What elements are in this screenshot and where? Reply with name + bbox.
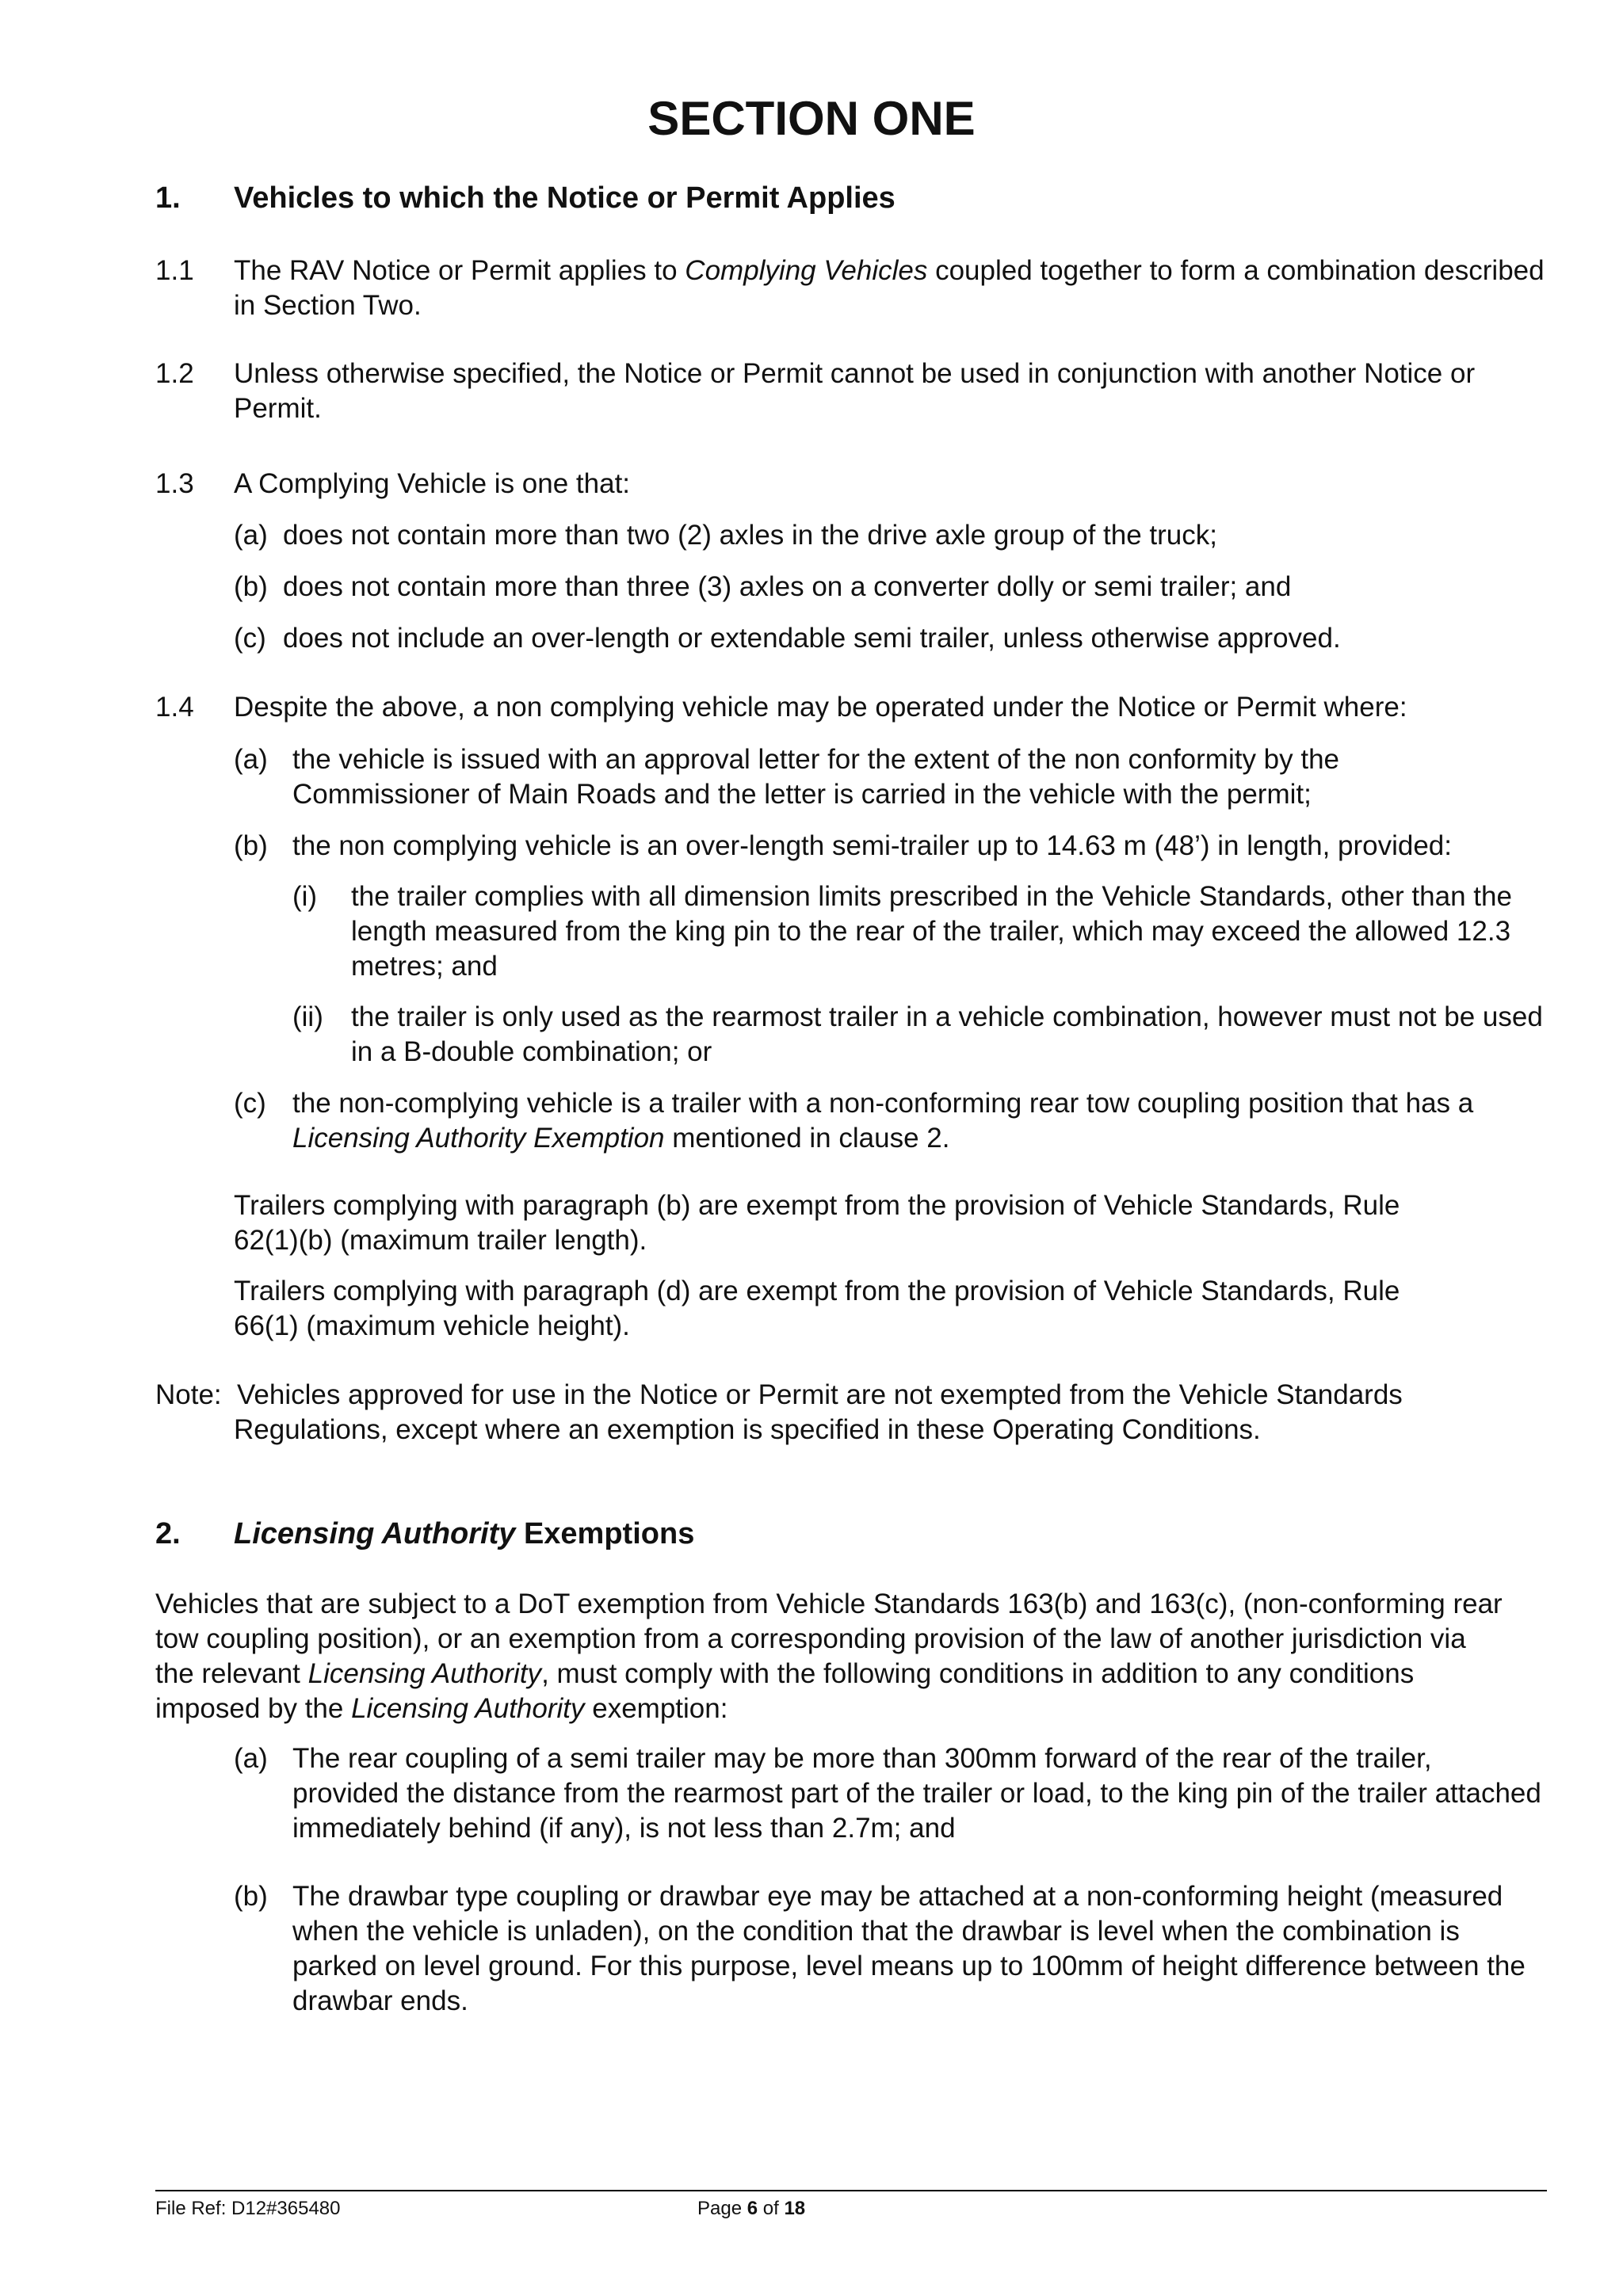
page-title: SECTION ONE (647, 92, 976, 145)
clause-1-3-item-b-text: does not contain more than three (3) axles on a converter dolly or semi trailer; and (283, 571, 1292, 602)
clause-1-4-number: 1.4 (155, 692, 194, 723)
clause-1-2-number: 1.2 (155, 358, 194, 389)
clause-1-4-item-a-label: (a) (234, 744, 268, 775)
clause-1-4-text: Despite the above, a non complying vehicle may be operated under the Notice or Permit where: (234, 692, 1407, 723)
clause-1-4-item-c-label: (c) (234, 1088, 266, 1119)
clause-1-1-text: The RAV Notice or Permit applies to Complying Vehicles coupled together to form a combination described in Section Two. (234, 255, 1545, 321)
clause-1-4-b-i-text: the trailer complies with all dimension limits prescribed in the Vehicle Standards, other than the length measured from the king pin to the rear of the trailer, which may exceed the allowed 12.3 metres; and (351, 881, 1512, 982)
clause-1-4-item-a-text: the vehicle is issued with an approval letter for the extent of the non conformity by the Commissioner of Main Roads and the letter is carried in the vehicle with the permit; (292, 744, 1340, 810)
clause-1-3-item-a-label: (a) (234, 520, 268, 551)
note-text: Vehicles approved for use in the Notice or Permit are not exempted from the Vehicle Standards Regulations, except where an exemption is specified in these Operating Conditions. (234, 1379, 1403, 1445)
clause-1-4-item-b-label: (b) (234, 830, 268, 861)
clause-1-3-item-c-label: (c) (234, 623, 266, 654)
clause-1-4-item-c-text: the non-complying vehicle is a trailer with a non-conforming rear tow coupling position that has a Licensing Authority Exemption mentioned in clause 2. (292, 1088, 1474, 1154)
clause-1-4-b-ii-text: the trailer is only used as the rearmost trailer in a vehicle combination, however must not be used in a B-double combination; or (351, 1001, 1543, 1067)
heading-1-text: Vehicles to which the Notice or Permit Applies (234, 181, 896, 215)
clause-1-4-paragraph-1: Trailers complying with paragraph (b) are exempt from the provision of Vehicle Standards, Rule 62(1)(b) (maximum trailer length). (234, 1190, 1400, 1256)
clause-1-3-text: A Complying Vehicle is one that: (234, 468, 631, 499)
heading-1-number: 1. (155, 181, 181, 215)
clause-1-3-item-c-text: does not include an over-length or extendable semi trailer, unless otherwise approved. (283, 623, 1341, 654)
note-label: Note: (155, 1379, 222, 1410)
footer-file-ref: File Ref: D12#365480 (155, 2198, 341, 2219)
clause-2-item-b-text: The drawbar type coupling or drawbar eye may be attached at a non-conforming height (measured when the vehicle is unladen), on the condition that the drawbar is level when the combination is parked on level ground. For this purpose, level means up to 100mm of height difference between the drawbar ends. (292, 1881, 1526, 2016)
clause-1-3-item-a-text: does not contain more than two (2) axles in the drive axle group of the truck; (283, 520, 1217, 551)
clause-1-4-b-i-label: (i) (292, 881, 318, 912)
clause-1-3-number: 1.3 (155, 468, 194, 499)
clause-1-1-number: 1.1 (155, 255, 194, 286)
clause-2-item-a-text: The rear coupling of a semi trailer may be more than 300mm forward of the rear of the trailer, provided the distance from the rearmost part of the trailer or load, to the king pin of the trailer attached immediately behind (if any), is not less than 2.7m; and (292, 1743, 1541, 1844)
clause-1-4-paragraph-2: Trailers complying with paragraph (d) are exempt from the provision of Vehicle Standards, Rule 66(1) (maximum vehicle height). (234, 1276, 1400, 1341)
heading-2-text: Licensing Authority Exemptions (234, 1517, 695, 1550)
footer-divider (155, 2190, 1547, 2191)
clause-1-4-item-b-text: the non complying vehicle is an over-length semi-trailer up to 14.63 m (48’) in length, provided: (292, 830, 1452, 861)
clause-2-item-a-label: (a) (234, 1743, 268, 1774)
clause-2-item-b-label: (b) (234, 1881, 268, 1912)
footer-page-number: Page 6 of 18 (697, 2198, 806, 2219)
clause-1-2-text: Unless otherwise specified, the Notice or Permit cannot be used in conjunction with another Notice or Permit. (234, 358, 1476, 424)
clause-1-4-b-ii-label: (ii) (292, 1001, 323, 1032)
heading-2-number: 2. (155, 1517, 181, 1550)
clause-2-intro: Vehicles that are subject to a DoT exemption from Vehicle Standards 163(b) and 163(c), (non-conforming rear tow coupling position), or an exemption from a corresponding provision of the law of another jurisdiction via the relevant Licensing Authority, must comply with the following conditions in addition to any conditions imposed by the Licensing Authority exemption: (155, 1589, 1503, 1724)
clause-1-3-item-b-label: (b) (234, 571, 268, 602)
